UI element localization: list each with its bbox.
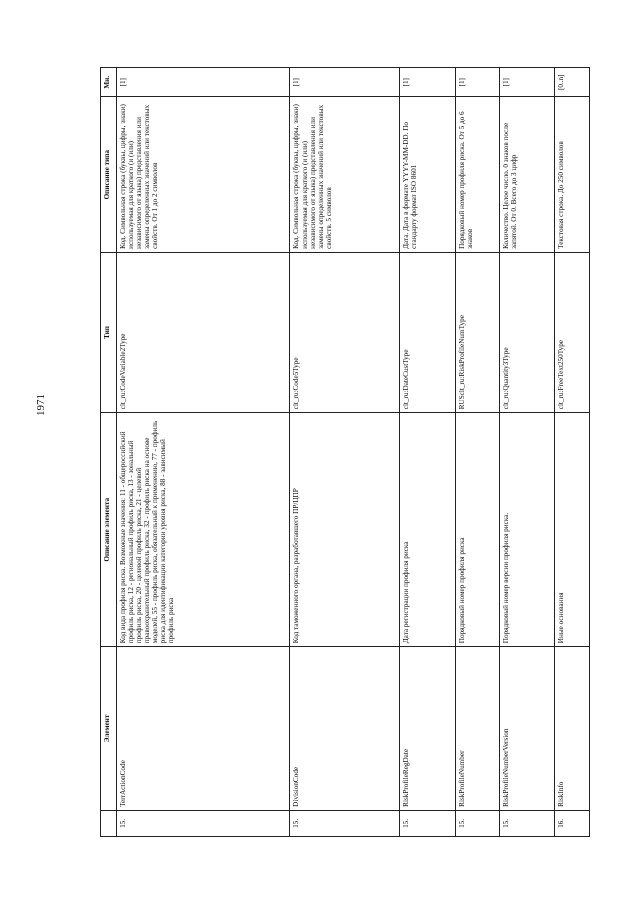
type-description: Код. Символьная строка (буквы, цифры, знаки) используемая для краткого (и (или) независимого от языка) представления или замены определенных значений или текстовых свойств. 5 символов [290,97,400,252]
element-name: DivisionCode [290,647,400,811]
elements-table [100,67,590,837]
element-name: RiskProfileNumber [455,647,499,811]
table-row [400,68,456,837]
element-name: RiskInfo [555,647,590,811]
row-number: 16. [555,810,590,836]
element-description: Код вида профиля риска. Возможные значения: 11 - общероссийский профиль риска, 12 - региональный профиль риска, 13 - зональный профиль риска, 20 - целевой профиль риска, 21 - целевой правоохранительный профиль риска, 32 - профиль риска на основе моделей, 55 - профиль риска, обязательный к применению, 77 - профиль риска для идентификации категории уровня риска, 88 - зависимый профиль риска [117,413,290,647]
type-description: Порядковый номер профиля риска. От 5 до 6 знаков [455,97,499,252]
row-number: 15. [290,810,400,836]
page-number: 1971 [35,394,47,416]
header-element: Элемент [101,647,117,811]
type-description: Код. Символьная строка (буквы, цифры, знаки) используемая для краткого (и (или) независимого от языка) представления или замены определенных значений или текстовых свойств. От 1 до 2 символов [117,97,290,252]
multiplicity: [1] [499,68,555,97]
element-name: RiskProfileNumberVersion [499,647,555,811]
header-element-description: Описание элемента [101,413,117,647]
multiplicity: [1] [455,68,499,97]
table-row [455,68,499,837]
rotated-table-container [100,67,590,837]
row-number: 15. [455,810,499,836]
header-type: Тип [101,252,117,412]
type-name: RUSclt_ru:RiskProfileNumType [455,252,499,412]
element-description: Порядковый номер профиля риска [455,413,499,647]
element-name: RiskProfileRegDate [400,647,456,811]
type-name: clt_ru:Quantity3Type [499,252,555,412]
row-number: 15. [499,810,555,836]
type-name: clt_ru:Code5Type [290,252,400,412]
element-description: Код таможенного органа, разработавшего ПР/ЦПР [290,413,400,647]
table-row [555,68,590,837]
header-type-description: Описание типа [101,97,117,252]
multiplicity: [1] [290,68,400,97]
type-description: Дата. Дата в формате YYYY-MM-DD. По стандарту формат ISO 8601 [400,97,456,252]
table-row [499,68,555,837]
header-multiplicity: Мн. [101,68,117,97]
type-name: clt_ru:FreeText250Type [555,252,590,412]
row-number: 15. [400,810,456,836]
document-table-area [100,67,590,837]
type-description: Текстовая строка. До 250 символов [555,97,590,252]
row-number: 15. [117,810,290,836]
table-row [290,68,400,837]
element-description: Порядковый номер версии профиля риска. [499,413,555,647]
table-row [117,68,290,837]
multiplicity: [1] [400,68,456,97]
multiplicity: [1] [117,68,290,97]
header-num [101,810,117,836]
type-description: Количество. Целое число. 0 знаков после запятой. От 0. Всего до 3 цифр [499,97,555,252]
multiplicity: [0..n] [555,68,590,97]
type-name: clt_ru:CodeVariable2Type [117,252,290,412]
table-header-row [101,68,117,837]
element-description: Дата регистрации профиля риска [400,413,456,647]
element-description: Иные основания [555,413,590,647]
element-name: TerrActionCode [117,647,290,811]
type-name: clt_ru:DateCustType [400,252,456,412]
